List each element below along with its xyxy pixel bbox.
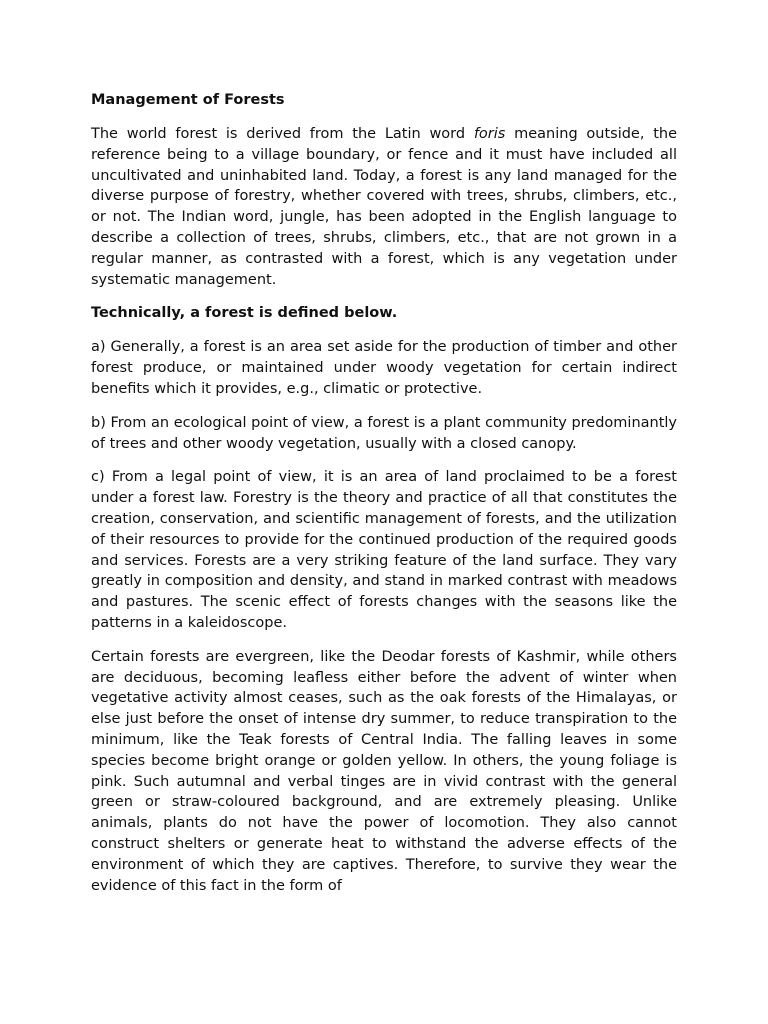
definition-c: c) From a legal point of view, it is an area of land proclaimed to be a forest under a forest law. Forestry is the theory and practice of all that constitutes the creation, conservation, and scientific management of forests, and the utilization of their resources to provide for the continued production of the required goods and services. Forests are a very striking feature of the land surface. They vary greatly in composition and density, and stand in marked contrast with meadows and pastures. The scenic effect of forests changes with the seasons like the patterns in a kaleidoscope. — [91, 469, 677, 631]
intro-paragraph — [91, 124, 677, 290]
intro-text-before: The world forest is derived from the Latin word — [91, 126, 474, 142]
section-subtitle: Technically, a forest is defined below. — [91, 305, 398, 322]
page-title: Management of Forests — [91, 92, 285, 108]
definition-a: a) Generally, a forest is an area set aside for the production of timber and other forest produce, or maintained under woody vegetation for certain indirect benefits which it provides, e.g., climatic or protective. — [91, 339, 677, 397]
definition-b: b) From an ecological point of view, a forest is a plant community predominantly of trees and other woody vegetation, usually with a closed canopy. — [91, 414, 677, 452]
closing-paragraph: Certain forests are evergreen, like the Deodar forests of Kashmir, while others are deciduous, becoming leafless either before the advent of winter when vegetative activity almost ceases, such as the oak forests of the Himalayas, or else just before the onset of intense dry summer, to reduce transpiration to the minimum, like the Teak forests of Central India. The falling leaves in some species become bright orange or golden yellow. In others, the young foliage is pink. Such autumnal and verbal tinges are in vivid contrast with the general green or straw-coloured background, and are extremely pleasing. Unlike animals, plants do not have the power of locomotion. They also cannot construct shelters or generate heat to withstand the adverse effects of the environment of which they are captives. Therefore, to survive they wear the evidence of this fact in the form of — [91, 648, 677, 894]
intro-text-after: meaning outside, the reference being to a village boundary, or fence and it must have included all uncultivated and uninhabited land. Today, a forest is any land managed for the diverse purpose of forestry, whether covered with trees, shrubs, climbers, etc., or not. The Indian word, jungle, has been adopted in the English language to describe a collection of trees, shrubs, climbers, etc., that are not grown in a regular manner, as contrasted with a forest, which is any vegetation under systematic management. — [91, 126, 677, 288]
intro-italic-word: foris — [473, 126, 506, 142]
